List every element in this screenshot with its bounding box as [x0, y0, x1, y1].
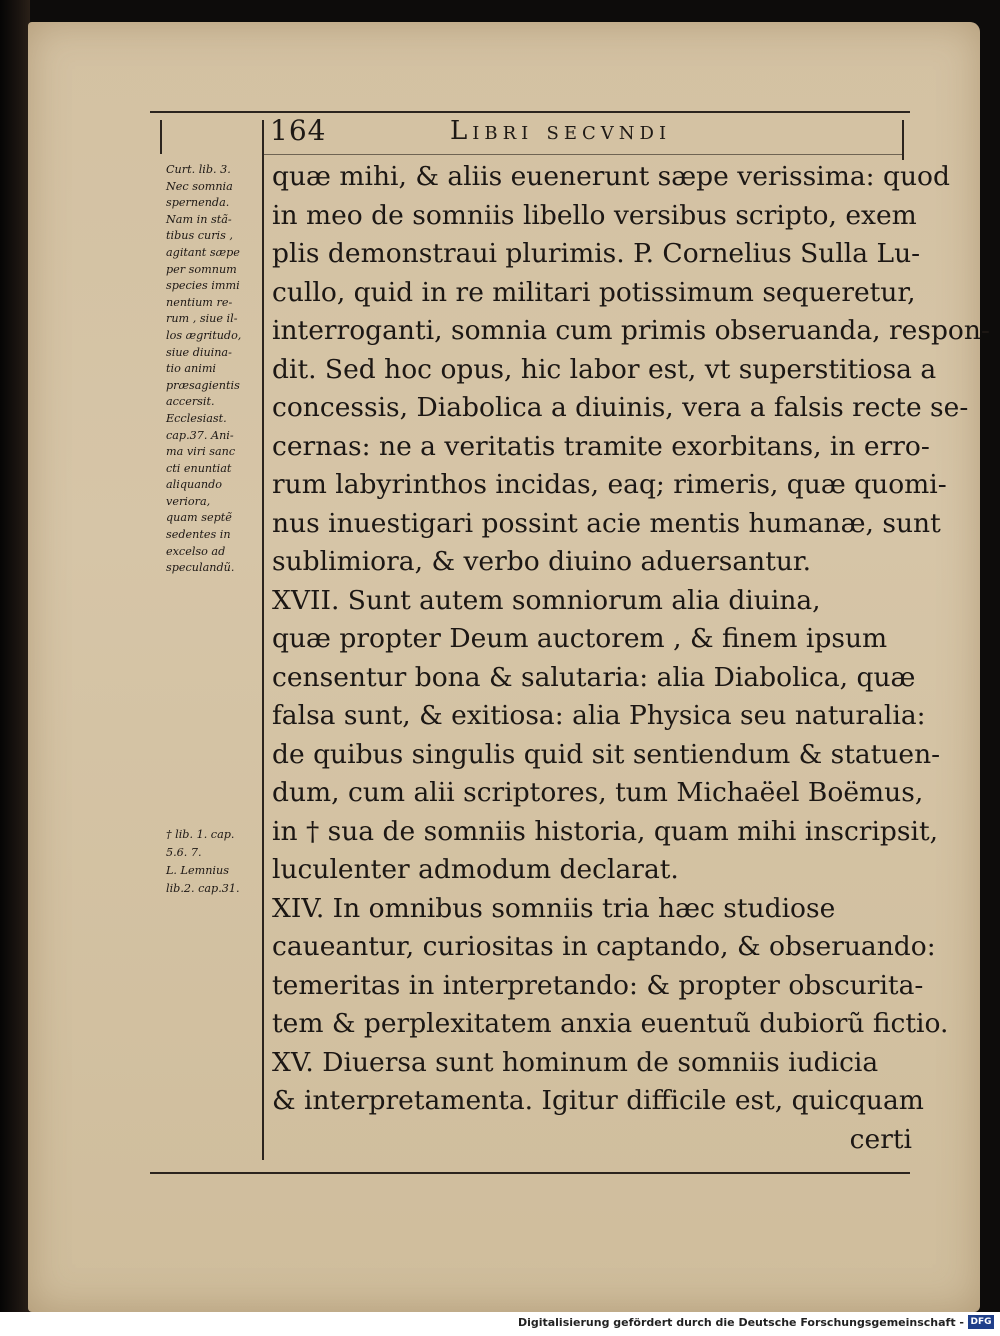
margin-note-line: quam septẽ	[166, 511, 232, 525]
margin-note-line: Ecclesiast.	[166, 411, 227, 425]
text-line: quæ propter Deum auctorem , & finem ipsum	[272, 623, 888, 654]
book-spine-edge	[0, 0, 30, 1312]
text-line: dit. Sed hoc opus, hic labor est, vt superstitiosa a	[272, 353, 937, 385]
margin-note-line: siue diuina-	[166, 345, 232, 359]
margin-note-line: 5.6. 7.	[166, 846, 202, 859]
margin-note-line: tio animi	[166, 362, 217, 376]
text-line: plis demonstraui plurimis. P. Cornelius Sulla Lu-	[272, 238, 921, 269]
margin-notes-bottom	[166, 826, 262, 898]
margin-note-line: Nec somnia	[166, 179, 233, 193]
margin-note-line: cap.37. Ani-	[166, 428, 234, 442]
text-line: de quibus singulis quid sit sentiendum & statuen-	[272, 738, 941, 770]
text-line: censentur bona & salutaria: alia Diabolica, quæ	[272, 661, 916, 693]
running-head: Libri secvndi	[450, 116, 672, 146]
text-line: luculenter admodum declarat.	[272, 854, 679, 885]
text-line: falsa sunt, & exitiosa: alia Physica seu naturalia:	[272, 700, 926, 731]
text-line: sublimiora, & verbo diuino aduersantur.	[272, 546, 812, 577]
text-line: concessis, Diabolica a diuinis, vera a falsis recte se-	[272, 392, 969, 423]
text-line: XIV. In omnibus somniis tria hæc studiose	[272, 892, 836, 924]
text-line: in meo de somniis libello versibus scripto, exem	[272, 199, 917, 231]
dfg-logo-icon: DFG	[968, 1315, 994, 1329]
text-line: & interpretamenta. Igitur difficile est, quicquam	[272, 1085, 924, 1116]
text-line: rum labyrinthos incidas, eaq; rimeris, quæ quomi-	[272, 469, 947, 500]
bottom-rule	[150, 1172, 910, 1174]
margin-note-line: spernenda.	[166, 196, 230, 210]
margin-note-line: accersit.	[166, 395, 215, 409]
text-line: XVII. Sunt autem somniorum alia diuina,	[272, 584, 821, 616]
margin-note-line: veriora,	[166, 494, 211, 508]
page-number: 164	[270, 114, 327, 147]
margin-note-line: præsagientis	[166, 378, 240, 392]
margin-note-line: cti enuntiat	[166, 461, 232, 475]
margin-notes-top	[166, 162, 262, 577]
margin-note-line: los ægritudo,	[166, 328, 242, 342]
margin-note-line: species immi	[166, 279, 240, 293]
text-line: cullo, quid in re militari potissimum sequeretur,	[272, 276, 916, 308]
margin-note-line: ma viri sanc	[166, 445, 236, 459]
right-frame-rule	[902, 120, 904, 160]
margin-note-line: † lib. 1. cap.	[166, 828, 235, 841]
text-line: XV. Diuersa sunt hominum de somniis iudicia	[272, 1046, 879, 1078]
left-frame-rule	[160, 120, 162, 154]
body-text	[272, 158, 990, 1159]
text-line: cernas: ne a veritatis tramite exorbitans, in erro-	[272, 430, 930, 462]
text-line: tem & perplexitatem anxia euentuũ dubiorũ fictio.	[272, 1008, 949, 1039]
footer-credit: Digitalisierung gefördert durch die Deutsche Forschungsgemeinschaft -	[517, 1316, 964, 1329]
margin-note-line: L. Lemnius	[166, 864, 229, 877]
top-rule	[150, 111, 910, 113]
text-line: nus inuestigari possint acie mentis humanæ, sunt	[272, 507, 941, 539]
margin-note-line: nentium re-	[166, 295, 233, 309]
margin-note-line: rum , siue il-	[166, 312, 238, 326]
margin-note-line: Curt. lib. 3.	[166, 163, 231, 176]
margin-note-line: speculandũ.	[166, 561, 235, 575]
margin-note-line: lib.2. cap.31.	[166, 882, 240, 895]
margin-note-line: per somnum	[166, 262, 237, 276]
margin-note-line: agitant sæpe	[166, 245, 240, 259]
margin-note-line: aliquando	[166, 478, 222, 492]
text-line: temeritas in interpretando: & propter obscurita-	[272, 969, 924, 1001]
text-line: quæ mihi, & aliis euenerunt sæpe verissima: quod	[272, 161, 950, 192]
text-line: dum, cum alii scriptores, tum Michaëel Boëmus,	[272, 777, 924, 808]
text-line: caueantur, curiositas in captando, & obseruando:	[272, 931, 936, 962]
margin-note-line: excelso ad	[166, 544, 226, 558]
catchword: certi	[849, 1123, 912, 1155]
margin-note-line: Nam in stã-	[166, 212, 232, 226]
margin-column-rule	[262, 120, 264, 1160]
header-rule	[262, 154, 902, 155]
text-line: interroganti, somnia cum primis obseruanda, respon-	[272, 315, 990, 346]
text-line: in † sua de somniis historia, quam mihi inscripsit,	[272, 815, 939, 847]
margin-note-line: sedentes in	[166, 528, 231, 542]
margin-note-line: tibus curis ,	[166, 229, 233, 243]
